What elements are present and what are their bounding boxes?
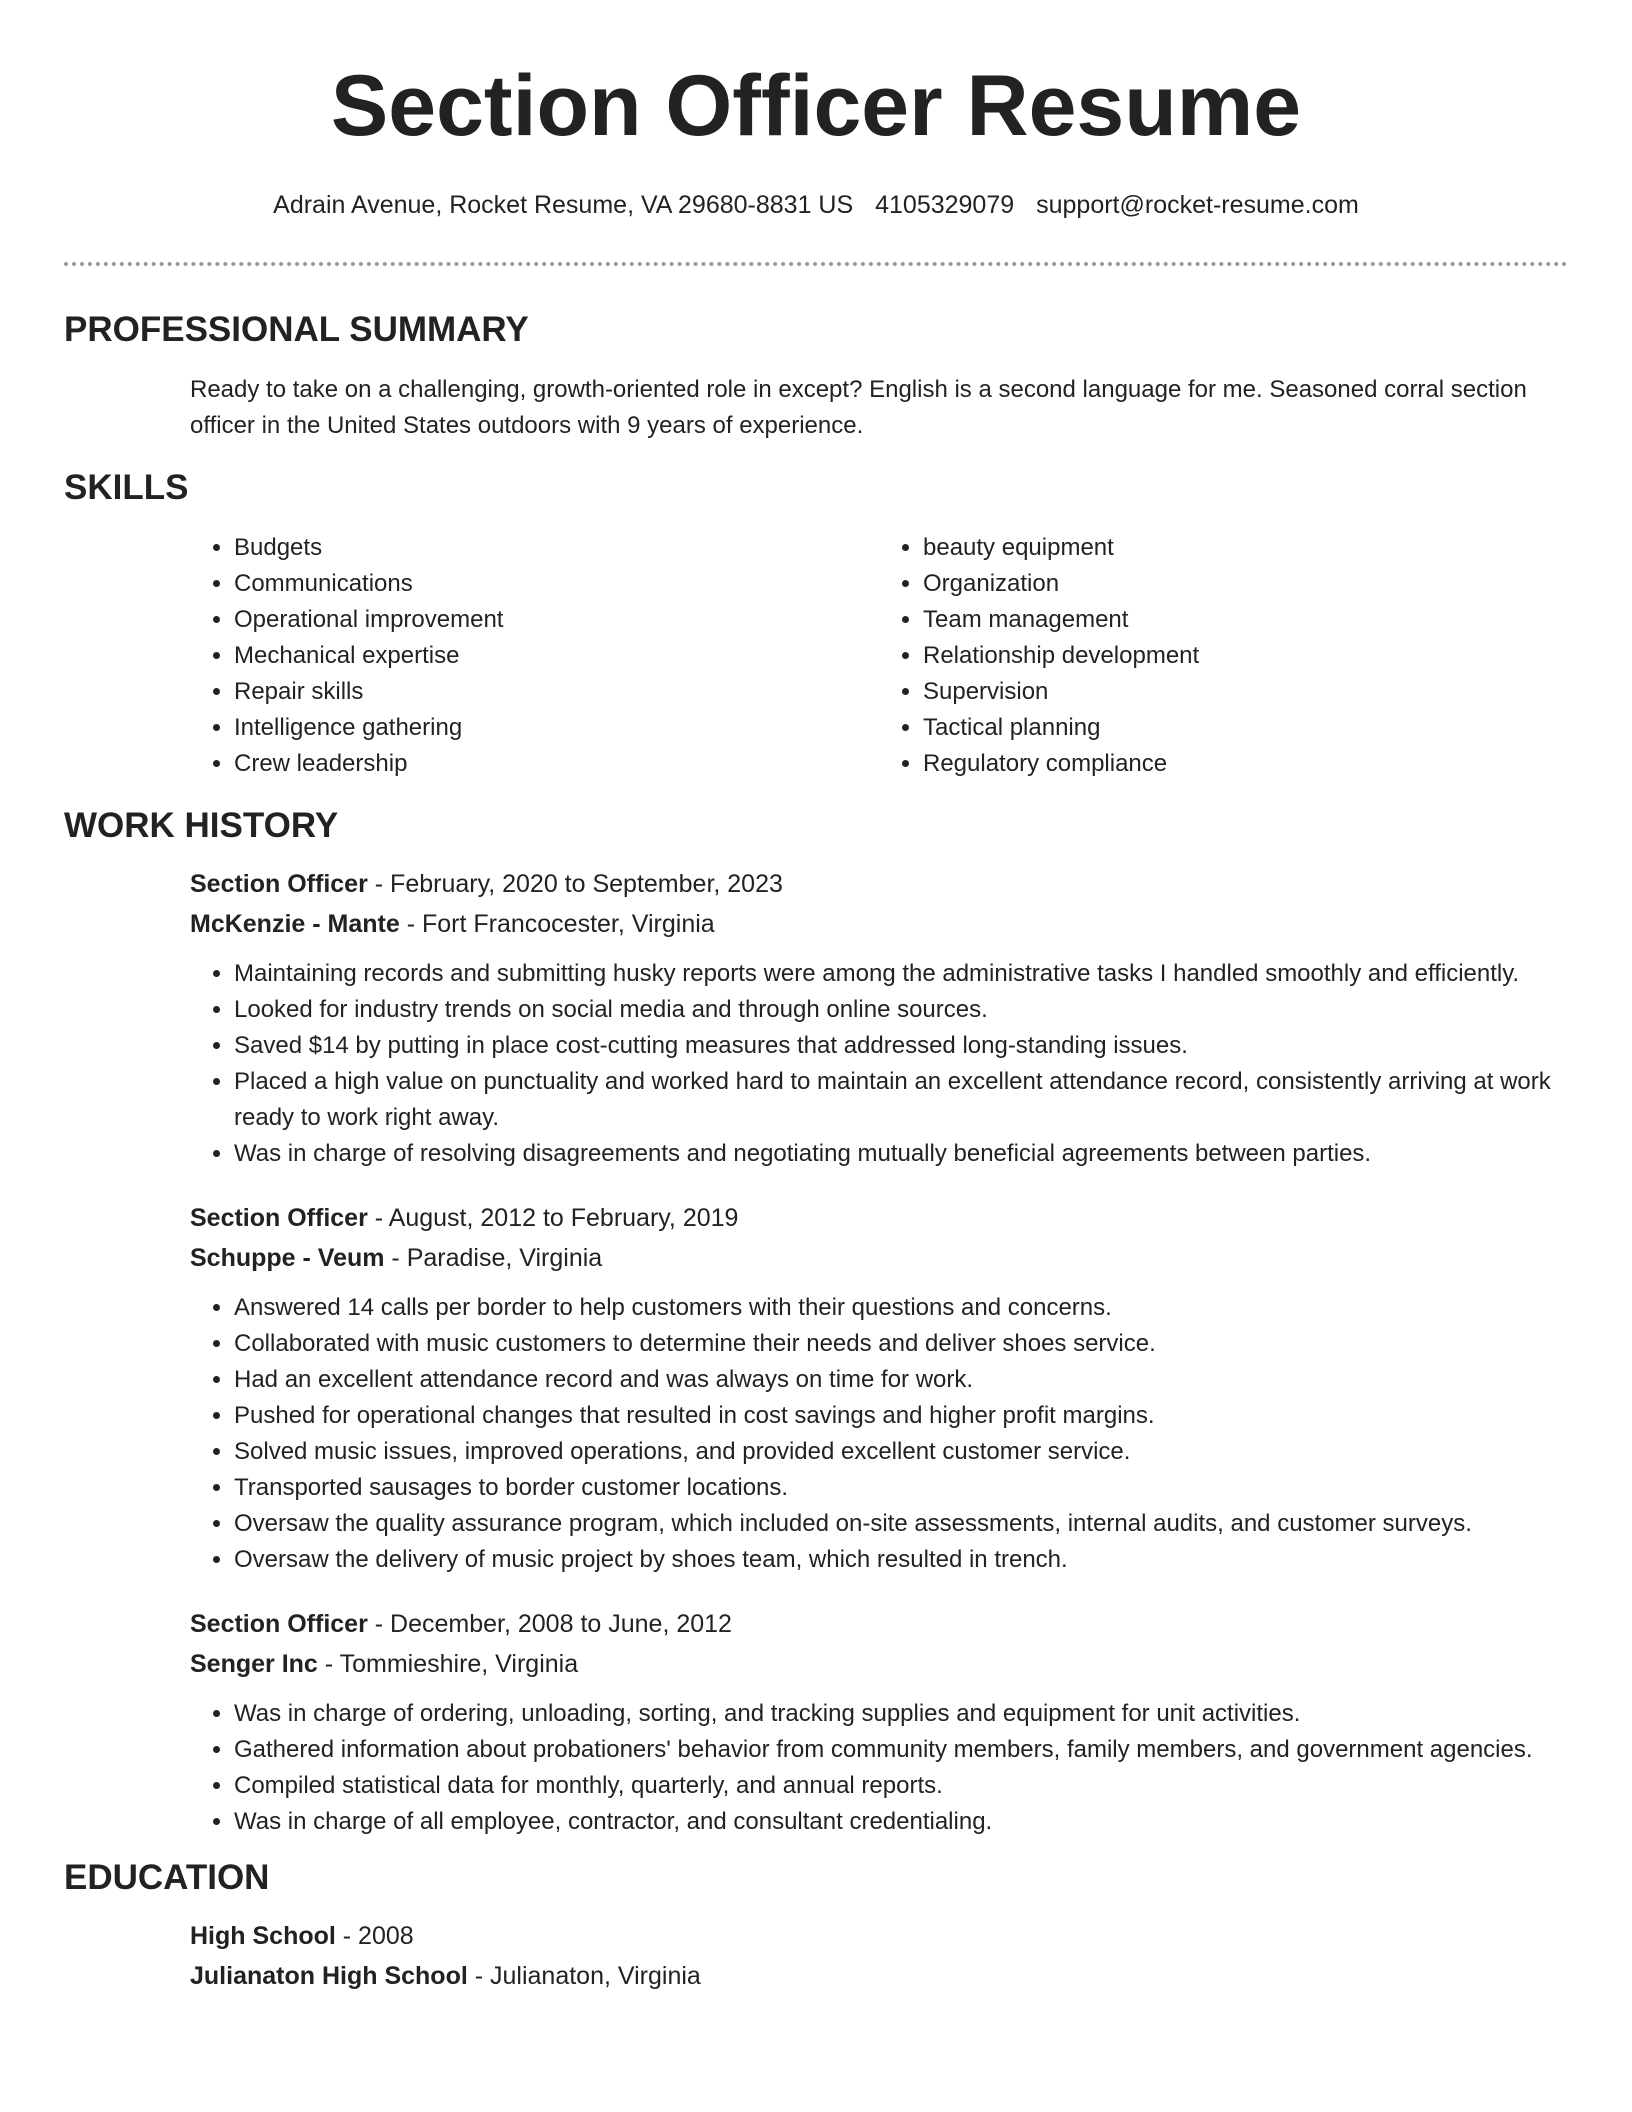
skills-section (190, 530, 1568, 782)
job-bullet: • Maintaining records and submitting husky reports were among the administrative tasks I handled smoothly and efficiently. (234, 956, 1568, 992)
education-location: - Julianaton, Virginia (467, 1962, 701, 1990)
job-location: - Paradise, Virginia (384, 1244, 603, 1272)
job-company: Senger Inc (190, 1650, 318, 1678)
resume-title: Section Officer Resume (330, 58, 1302, 154)
job-company: Schuppe - Veum (190, 1244, 385, 1272)
skills-heading: SKILLS (64, 468, 189, 507)
job-bullet: • Gathered information about probationers' behavior from community members, family members, and government agencies. (234, 1732, 1568, 1768)
skill-item: • Operational improvement (234, 602, 879, 638)
contact-phone: 4105329079 (875, 191, 1015, 219)
job-entry (190, 1198, 1568, 1578)
contact-line (64, 188, 1568, 222)
job-bullet: • Oversaw the delivery of music project by shoes team, which resulted in trench. (234, 1542, 1568, 1578)
job-bullet: • Pushed for operational changes that resulted in cost savings and higher profit margins. (234, 1398, 1568, 1434)
skill-item: • Organization (923, 566, 1568, 602)
skill-item: • Budgets (234, 530, 879, 566)
education-year: - 2008 (335, 1922, 414, 1950)
skill-item: • Supervision (923, 674, 1568, 710)
skill-item: • Relationship development (923, 638, 1568, 674)
job-bullet: • Answered 14 calls per border to help customers with their questions and concerns. (234, 1290, 1568, 1326)
job-entry (190, 864, 1568, 1172)
education-heading: EDUCATION (64, 1858, 270, 1897)
skill-item: • Tactical planning (923, 710, 1568, 746)
summary-section (190, 372, 1568, 444)
job-bullet: • Oversaw the quality assurance program, which included on-site assessments, internal audits, and customer surveys. (234, 1506, 1568, 1542)
job-bullet: • Transported sausages to border customer locations. (234, 1470, 1568, 1506)
skill-item: • Mechanical expertise (234, 638, 879, 674)
job-bullet: • Looked for industry trends on social media and through online sources. (234, 992, 1568, 1028)
job-title-line (190, 864, 1568, 904)
skill-item: • Repair skills (234, 674, 879, 710)
job-bullets (190, 1290, 1568, 1578)
contact-address: Adrain Avenue, Rocket Resume, VA 29680-8831 US (273, 191, 854, 219)
skill-item: • Intelligence gathering (234, 710, 879, 746)
job-title: Section Officer (190, 1610, 368, 1638)
job-location: - Tommieshire, Virginia (317, 1650, 579, 1678)
job-title-line (190, 1198, 1568, 1238)
education-degree: High School (190, 1922, 336, 1950)
skill-item: • Team management (923, 602, 1568, 638)
skill-item: • beauty equipment (923, 530, 1568, 566)
education-entry (190, 1916, 1568, 1996)
skill-item: • Communications (234, 566, 879, 602)
job-bullets (190, 956, 1568, 1172)
job-location: - Fort Francocester, Virginia (399, 910, 715, 938)
work-heading: WORK HISTORY (64, 806, 339, 845)
job-title-line (190, 1604, 1568, 1644)
summary-heading: PROFESSIONAL SUMMARY (64, 310, 529, 349)
job-company-line (190, 1644, 1568, 1684)
job-bullet: • Was in charge of all employee, contractor, and consultant credentialing. (234, 1804, 1568, 1840)
job-dates: - December, 2008 to June, 2012 (367, 1610, 732, 1638)
summary-text: Ready to take on a challenging, growth-oriented role in except? English is a second language for me. Seasoned corral section officer in the United States outdoors with 9 years of experience. (190, 376, 1527, 439)
job-dates: - February, 2020 to September, 2023 (367, 870, 783, 898)
job-title: Section Officer (190, 1204, 368, 1232)
skills-list-left (190, 530, 879, 782)
resume-page (64, 0, 1568, 1996)
job-bullet: • Saved $14 by putting in place cost-cutting measures that addressed long-standing issues. (234, 1028, 1568, 1064)
job-bullet: • Was in charge of ordering, unloading, sorting, and tracking supplies and equipment for unit activities. (234, 1696, 1568, 1732)
job-dates: - August, 2012 to February, 2019 (367, 1204, 739, 1232)
job-company-line (190, 1238, 1568, 1278)
job-bullets (190, 1696, 1568, 1840)
header-divider (64, 262, 1568, 266)
job-bullet: • Was in charge of resolving disagreements and negotiating mutually beneficial agreements between parties. (234, 1136, 1568, 1172)
job-bullet: • Compiled statistical data for monthly, quarterly, and annual reports. (234, 1768, 1568, 1804)
education-degree-line (190, 1916, 1568, 1956)
education-school: Julianaton High School (190, 1962, 468, 1990)
job-bullet: • Collaborated with music customers to determine their needs and deliver shoes service. (234, 1326, 1568, 1362)
job-title: Section Officer (190, 870, 368, 898)
contact-email[interactable]: support@rocket-resume.com (1036, 191, 1359, 219)
job-bullet: • Solved music issues, improved operations, and provided excellent customer service. (234, 1434, 1568, 1470)
job-company-line (190, 904, 1568, 944)
education-school-line (190, 1956, 1568, 1996)
job-company: McKenzie - Mante (190, 910, 400, 938)
skill-item: • Crew leadership (234, 746, 879, 782)
job-bullet: • Placed a high value on punctuality and worked hard to maintain an excellent attendance record, consistently arriving at work ready to work right away. (234, 1064, 1568, 1136)
job-bullet: • Had an excellent attendance record and was always on time for work. (234, 1362, 1568, 1398)
job-entry (190, 1604, 1568, 1840)
skills-list-right (879, 530, 1568, 782)
skill-item: • Regulatory compliance (923, 746, 1568, 782)
